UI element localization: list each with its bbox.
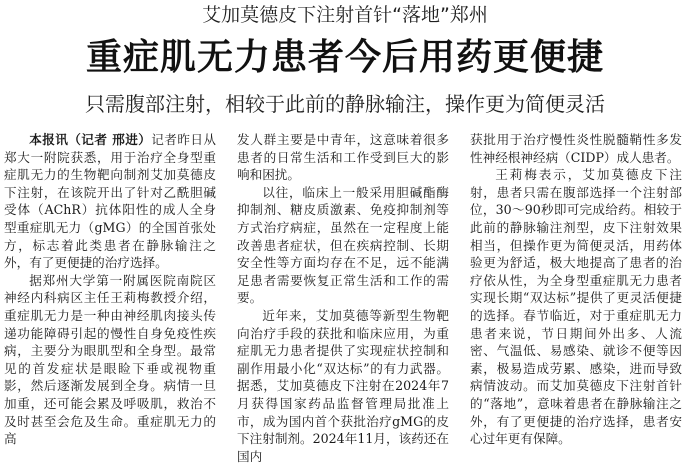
- article-paragraph: 以往，临床上一般采用胆碱酯酶抑制剂、糖皮质激素、免疫抑制剂等方式治疗病症，虽然在一定程度上能改善患者症状，但在疾病控制、长期安全性等方面均存在不足，远不能满足患者需要恢复正常生活和工作的需要。: [237, 184, 449, 306]
- article-column-3: [470, 131, 682, 447]
- article-paragraph: [4, 131, 216, 272]
- article-column-2: [237, 131, 449, 464]
- article-subhead: 只需腹部注射，相较于此前的静脉输注，操作更为简便灵活: [85, 92, 605, 116]
- article-headline: 重症肌无力患者今后用药更便捷: [85, 37, 604, 78]
- article-paragraph-text: 记者昨日从郑大一附院获悉，用于治疗全身型重症肌无力的生物靶向制剂艾加莫德皮下注射，在该院开出了针对乙酰胆碱受体（AChR）抗体阳性的成人全身型重症肌无力（gMG）的全国首张处方，标志着此类患者在静脉输注之外，有了更便捷的治疗选择。: [4, 132, 216, 271]
- article-paragraph: 近年来，艾加莫德等新型生物靶向治疗手段的获批和临床应用，为重症肌无力患者提供了实现症状控制和副作用最小化“双达标”的有力武器。据悉，艾加莫德皮下注射在2024年7月获得国家药品监督管理局批准上市，成为国内首个获批治疗gMG的皮下注射制剂。2024年11月，该药还在国内: [237, 307, 449, 464]
- article-paragraph: 王莉梅表示，艾加莫德皮下注射，患者只需在腹部选择一个注射部位，30～90秒即可完成给药。相较于此前的静脉输注剂型，皮下注射效果相当，但操作更为简便灵活，用药体验更为舒适，极大地提高了患者的治疗依从性，为全身型重症肌无力患者实现长期“双达标”提供了更灵活便捷的选择。春节临近，对于重症肌无力患者来说，节日期间外出多、人流密、气温低、易感染、就诊不便等因素，极易造成劳累、感染，进而导致病情波动。而艾加莫德皮下注射首针的“落地”，意味着患者在静脉输注之外，有了更便捷的治疗选择，患者安心过年更有保障。: [470, 167, 682, 447]
- article-paragraph-continued: 发人群主要是中青年，这意味着很多患者的日常生活和工作受到巨大的影响和困扰。: [237, 132, 449, 183]
- article-byline: 本报讯（记者 邢进）: [29, 132, 152, 147]
- article-column-1: [4, 131, 216, 447]
- article-paragraph-continued: 获批用于治疗慢性炎性脱髓鞘性多发性神经根神经病（CIDP）成人患者。: [470, 132, 682, 165]
- article-paragraph: 据郑州大学第一附属医院南院区神经内科病区主任王莉梅教授介绍，重症肌无力是一种由神经肌肉接头传递功能障碍引起的慢性自身免疫性疾病，主要分为眼肌型和全身型。最常见的首发症状是眼睑下垂或视物重影，然后逐渐发展到全身。病情一旦加重，还可能会累及呼吸肌，救治不及时甚至会危及生命。重症肌无力的高: [4, 272, 216, 447]
- article-kicker: 艾加莫德皮下注射首针“落地”郑州: [202, 4, 488, 26]
